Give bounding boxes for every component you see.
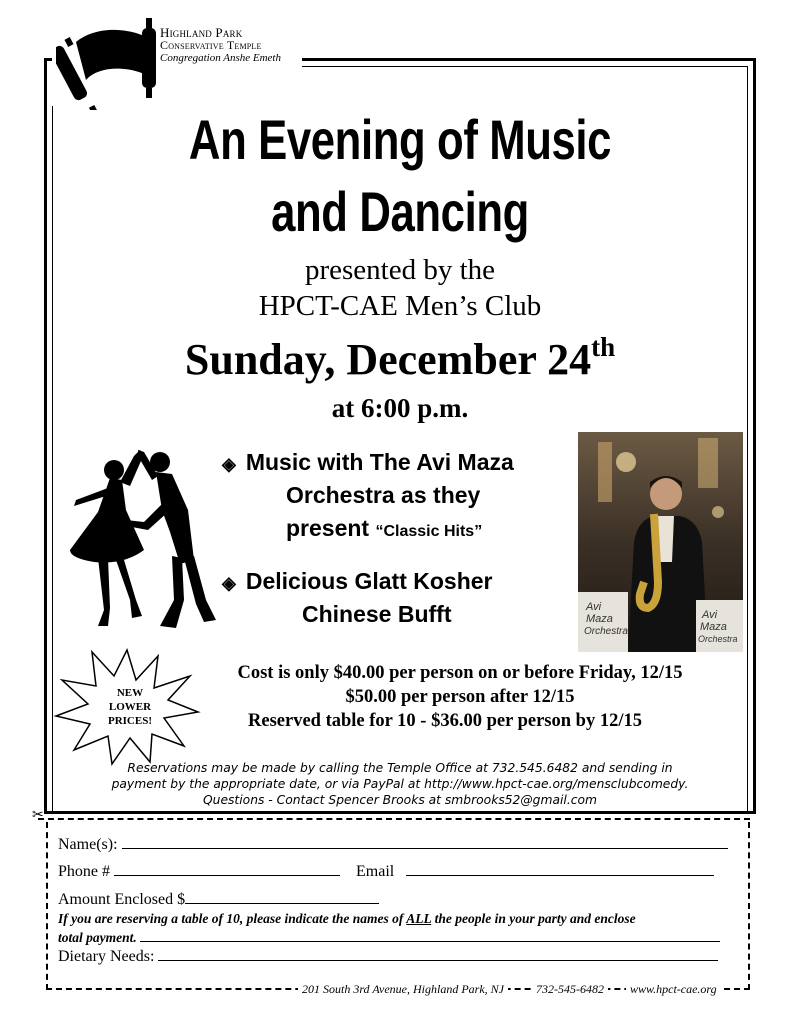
footer bbox=[0, 982, 800, 1002]
phone-field[interactable] bbox=[114, 861, 340, 876]
event-date bbox=[0, 334, 800, 385]
bullet-food-line-1: Delicious Glatt Kosher bbox=[245, 568, 493, 594]
amount-label: Amount Enclosed $ bbox=[58, 891, 186, 908]
dancers-silhouette-image bbox=[64, 440, 224, 640]
presented-by: presented by the bbox=[304, 254, 496, 286]
photo-text-6: Orchestra bbox=[698, 634, 738, 644]
footer-phone: 732-545-6482 bbox=[532, 982, 608, 997]
bullet-food bbox=[222, 565, 493, 600]
cut-line bbox=[38, 818, 750, 820]
cost-table: Reserved table for 10 - $36.00 per person by 12/15 bbox=[248, 711, 642, 731]
event-time: at 6:00 p.m. bbox=[331, 393, 469, 423]
diamond-bullet-icon: ◈ bbox=[222, 454, 236, 474]
reservations-line-3: Questions - Contact Spencer Brooks at smbrooks52@gmail.com bbox=[202, 793, 597, 807]
bullet-music-line-3 bbox=[286, 512, 482, 548]
bullet-food-line-2: Chinese Bufft bbox=[302, 601, 452, 627]
photo-text-1: Avi bbox=[586, 601, 602, 613]
table-note-a: If you are reserving a table of 10, please indicate the names of bbox=[58, 911, 407, 926]
temple-logo bbox=[52, 14, 302, 106]
table-note-row-2 bbox=[58, 927, 720, 946]
event-date-suffix: th bbox=[591, 332, 616, 362]
dietary-row bbox=[58, 946, 718, 967]
table-note-all: ALL bbox=[406, 911, 432, 926]
host-name: HPCT-CAE Men’s Club bbox=[258, 290, 542, 322]
event-title-line-1: An Evening of Music bbox=[188, 108, 612, 171]
bullet-music-present: present bbox=[286, 515, 370, 541]
photo-text-2: Maza bbox=[586, 613, 613, 625]
photo-text-5: Maza bbox=[700, 621, 727, 633]
reservations-line-1: Reservations may be made by calling the Temple Office at 732.545.6482 and sending in bbox=[127, 761, 673, 775]
cost-early: Cost is only $40.00 per person on or before Friday, 12/15 bbox=[237, 663, 683, 683]
cost-late: $50.00 per person after 12/15 bbox=[345, 687, 575, 707]
reservations-line-2: payment by the appropriate date, or via PayPal at http://www.hpct-cae.org/mensclubcomedy. bbox=[111, 777, 689, 791]
badge-line-3: PRICES! bbox=[107, 715, 152, 727]
email-field[interactable] bbox=[406, 861, 714, 876]
amount-field[interactable] bbox=[185, 889, 379, 904]
email-label: Email bbox=[356, 863, 395, 880]
classic-hits-label: “Classic Hits” bbox=[375, 523, 483, 540]
party-names-field[interactable] bbox=[140, 927, 720, 942]
names-label: Name(s): bbox=[58, 836, 118, 853]
footer-address: 201 South 3rd Avenue, Highland Park, NJ bbox=[298, 982, 508, 997]
dietary-label: Dietary Needs: bbox=[58, 948, 155, 965]
names-row bbox=[58, 834, 728, 855]
bullet-music-line-1: Music with The Avi Maza bbox=[245, 449, 514, 475]
diamond-bullet-icon: ◈ bbox=[222, 573, 236, 593]
scissors-icon: ✂ bbox=[32, 808, 44, 823]
table-note-row bbox=[58, 910, 636, 927]
bullet-music bbox=[222, 446, 514, 481]
logo-line-3: Congregation Anshe Emeth bbox=[160, 52, 281, 64]
names-field[interactable] bbox=[122, 834, 728, 849]
phone-label: Phone # bbox=[58, 863, 110, 880]
table-note-b: the people in your party and enclose bbox=[431, 911, 636, 926]
badge-line-1: NEW bbox=[116, 687, 144, 699]
torah-scroll-icon bbox=[56, 14, 156, 110]
footer-website: www.hpct-cae.org bbox=[626, 982, 721, 997]
logo-line-2: Conservative Temple bbox=[160, 38, 262, 52]
phone-email-row bbox=[58, 861, 714, 882]
dietary-field[interactable] bbox=[158, 946, 718, 961]
badge-line-2: LOWER bbox=[108, 701, 152, 713]
photo-text-3: Orchestra bbox=[584, 626, 628, 637]
saxophonist-photo bbox=[578, 432, 743, 652]
table-note-c: total payment. bbox=[58, 930, 137, 945]
event-date-main: Sunday, December 24 bbox=[184, 335, 592, 384]
event-title-line-2: and Dancing bbox=[271, 180, 529, 243]
bullet-music-line-2: Orchestra as they bbox=[286, 482, 481, 508]
amount-row bbox=[58, 889, 379, 910]
logo-line-1: Highland Park bbox=[160, 25, 243, 40]
photo-text-4: Avi bbox=[702, 609, 718, 621]
